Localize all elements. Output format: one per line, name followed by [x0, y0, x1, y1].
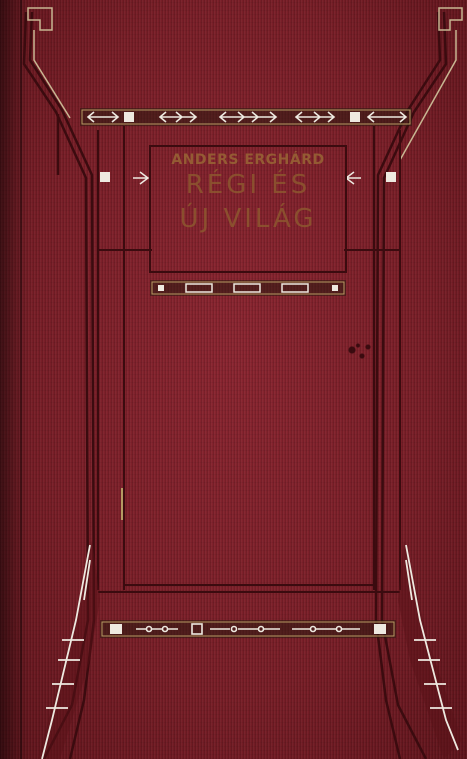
- bottom-band: [100, 620, 396, 638]
- title-lower-band: [150, 280, 346, 296]
- top-corner-ornaments: [28, 8, 462, 160]
- title-block: [150, 146, 346, 272]
- left-square-mark: [100, 172, 110, 182]
- left-lower-leg: [38, 540, 100, 759]
- right-square-mark: [386, 172, 396, 182]
- author-name: ANDERS ERGHÁRD: [171, 152, 325, 168]
- title-line-2: ÚJ VILÁG: [179, 204, 317, 234]
- upper-band: [80, 108, 412, 126]
- title-line-1: RÉGI ÉS: [185, 170, 311, 200]
- cover-stain: [340, 338, 380, 368]
